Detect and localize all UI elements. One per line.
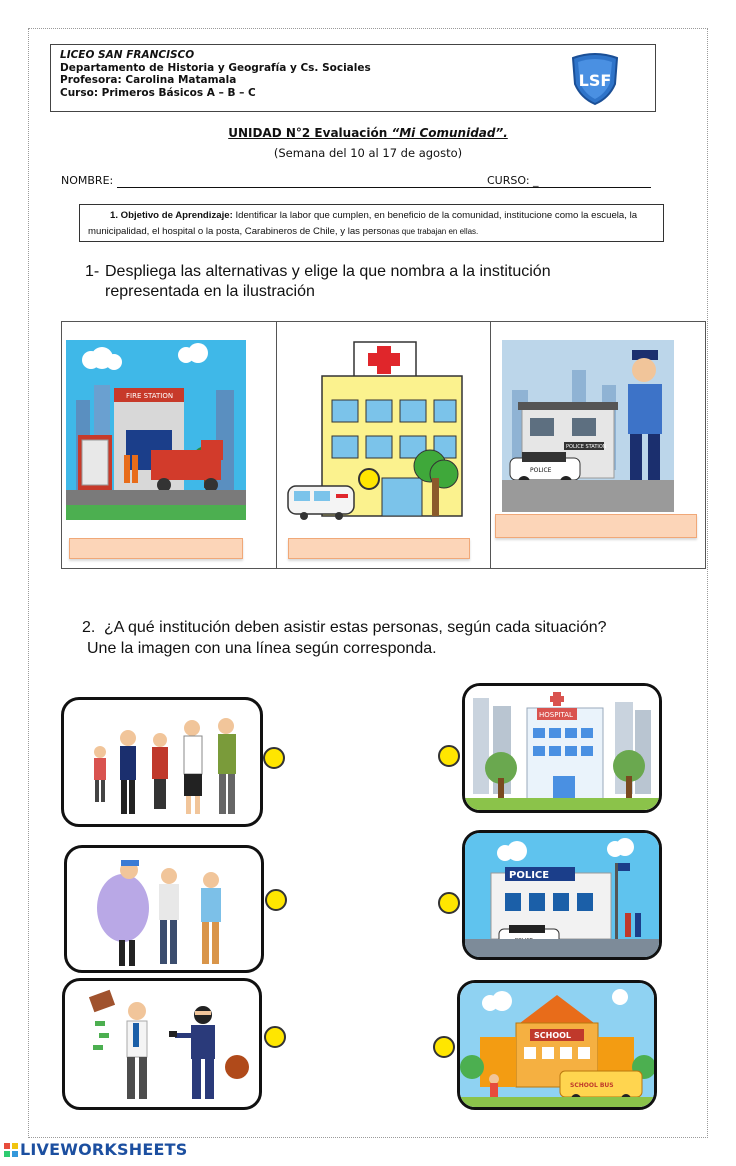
hospital-connector-dot[interactable] bbox=[358, 468, 380, 490]
question-2-text: ¿A qué institución deben asistir estas personas, según cada situación? bbox=[104, 619, 607, 636]
school-sign: SCHOOL bbox=[534, 1031, 572, 1040]
name-field[interactable] bbox=[117, 187, 545, 188]
police-car-text: POLICE bbox=[530, 467, 552, 474]
police-station-sign: POLICE STATION bbox=[566, 444, 607, 450]
card-family-group bbox=[61, 697, 263, 827]
card-robbery bbox=[62, 978, 262, 1110]
course-label: CURSO: _ bbox=[487, 174, 539, 187]
school-name: LICEO SAN FRANCISCO bbox=[60, 49, 195, 61]
course-field[interactable] bbox=[537, 187, 651, 188]
fire-station-illustration bbox=[66, 340, 246, 520]
hospital-card-illustration bbox=[465, 686, 659, 810]
worksheet-title bbox=[0, 126, 736, 140]
left-connector-dot-2[interactable] bbox=[265, 889, 287, 911]
answer-dropdown-2[interactable] bbox=[288, 538, 470, 559]
question-2-number: 2. bbox=[82, 619, 96, 636]
school-header bbox=[50, 44, 656, 112]
week-range: (Semana del 10 al 17 de agosto) bbox=[273, 146, 463, 160]
question-2 bbox=[82, 617, 642, 659]
objective-text: Identificar la labor que cumplen, en beneficio de la comunidad, institucione como la escuela, la municipalidad, el hospital o la posta, Carabineros de Chile, y las perso bbox=[88, 210, 638, 237]
right-connector-dot-2[interactable] bbox=[438, 892, 460, 914]
name-course-row bbox=[61, 174, 661, 187]
question-1-number: 1- bbox=[85, 263, 100, 280]
liveworksheets-mark-icon bbox=[4, 1143, 18, 1157]
question-2-instruction: Une la imagen con una línea según corresponda. bbox=[87, 640, 437, 657]
left-connector-dot-3[interactable] bbox=[264, 1026, 286, 1048]
right-connector-dot-1[interactable] bbox=[438, 745, 460, 767]
course: Curso: Primeros Básicos A – B – C bbox=[60, 86, 256, 99]
police-station-illustration bbox=[502, 340, 674, 512]
department: Departamento de Historia y Geografía y Cs. Sociales bbox=[60, 61, 371, 74]
title-prefix: UNIDAD N°2 Evaluación bbox=[228, 126, 392, 140]
sick-people-illustration bbox=[67, 848, 261, 970]
school-bus-text: SCHOOL BUS bbox=[570, 1082, 614, 1089]
hospital-sign: HOSPITAL bbox=[539, 711, 573, 719]
police-card-illustration bbox=[465, 833, 659, 957]
card-sick-people bbox=[64, 845, 264, 973]
logo-letters: LSF bbox=[578, 71, 612, 90]
police-sign: POLICE bbox=[509, 870, 550, 881]
objective-label: 1. Objetivo de Aprendizaje: bbox=[110, 210, 233, 221]
liveworksheets-brand[interactable]: LIVEWORKSHEETS bbox=[20, 1140, 188, 1159]
school-card-illustration bbox=[460, 983, 654, 1107]
question-1-text: Despliega las alternativas y elige la que nombra a la institución representada en la ilustración bbox=[105, 263, 551, 300]
left-connector-dot-1[interactable] bbox=[263, 747, 285, 769]
objective-text-small: nas que trabajan en ellas. bbox=[386, 227, 479, 236]
teacher: Profesora: Carolina Matamala bbox=[60, 74, 237, 86]
card-police-station bbox=[462, 830, 662, 960]
right-connector-dot-3[interactable] bbox=[433, 1036, 455, 1058]
name-label: NOMBRE: bbox=[61, 174, 114, 187]
hospital-illustration bbox=[284, 338, 484, 520]
title-italic: “Mi Comunidad”. bbox=[391, 126, 508, 140]
fire-station-sign: FIRE STATION bbox=[126, 392, 174, 400]
answer-dropdown-3[interactable] bbox=[495, 514, 697, 538]
school-shield-logo bbox=[567, 50, 623, 106]
card-school bbox=[457, 980, 657, 1110]
question-1-table bbox=[61, 321, 706, 569]
robbery-illustration bbox=[65, 981, 259, 1107]
question-1 bbox=[85, 262, 605, 302]
answer-dropdown-1[interactable] bbox=[69, 538, 243, 559]
card-hospital bbox=[462, 683, 662, 813]
learning-objective bbox=[79, 204, 664, 242]
family-illustration bbox=[64, 700, 260, 824]
